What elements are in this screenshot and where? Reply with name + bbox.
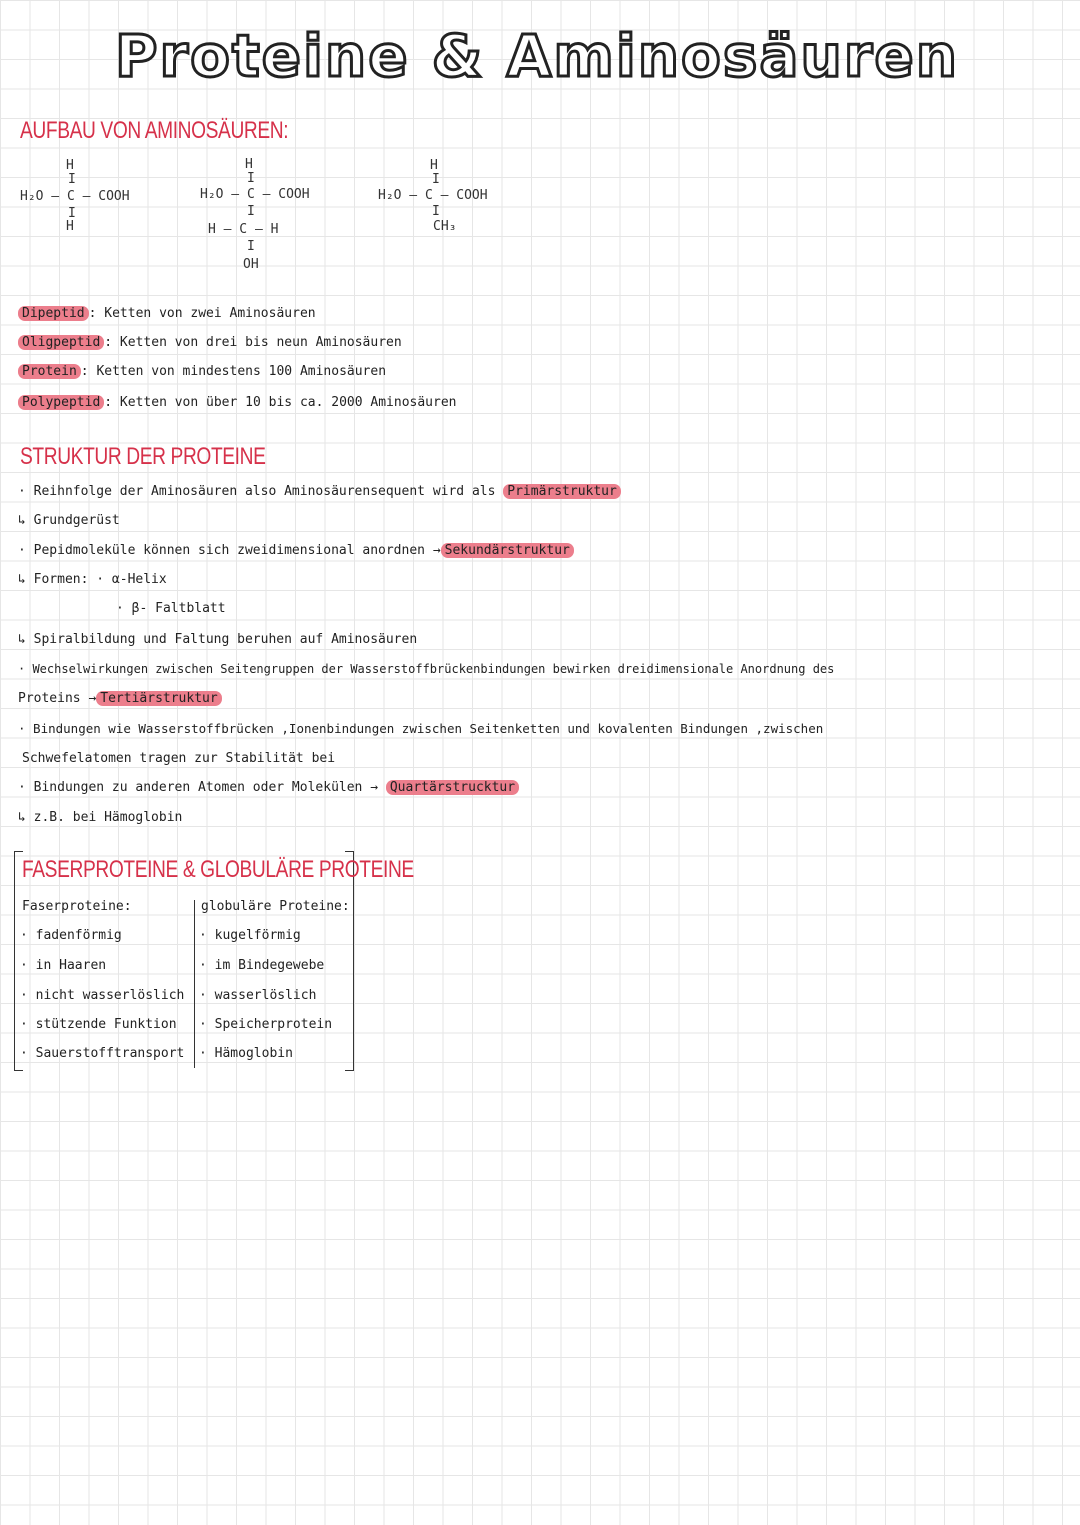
bond-line: I [432,172,440,187]
bond-line: I [247,204,255,219]
atom-label: H [245,157,253,172]
struktur-line-quartaer [18,780,519,795]
line-text: · Pepidmoleküle können sich zweidimensional anordnen → [18,543,441,558]
faser-title: Faserproteine: [22,899,132,914]
faser-item: · in Haaren [20,958,107,973]
term-highlight: Protein [18,364,81,379]
atom-label: H [66,219,74,234]
struktur-line: ↳ Grundgerüst [18,513,120,528]
struktur-line: · β- Faltblatt [116,601,226,616]
page-title: Proteine & Aminosäuren [115,22,960,90]
bond-line: I [247,239,255,254]
struktur-line-primaer [18,484,621,499]
def-text: : Ketten von zwei Aminosäuren [88,306,316,321]
struktur-line: · Bindungen wie Wasserstoffbrücken ,Ionenbindungen zwischen Seitenketten und kovalenten Bindungen ,zwischen [18,721,824,736]
globular-item: · Speicherprotein [199,1017,333,1032]
atom-label: CH₃ [433,219,457,234]
struktur-line-tertiaer [18,691,222,706]
term-highlight: Polypeptid [18,395,104,410]
column-divider [194,900,195,1068]
globular-item: · kugelförmig [199,928,301,943]
bracket-right [345,851,354,1071]
struktur-line: ↳ Spiralbildung und Faltung beruhen auf Aminosäuren [18,632,418,647]
struktur-line: Schwefelatomen tragen zur Stabilität bei [22,751,336,766]
struktur-line-sekundaer [18,543,574,558]
line-text: Proteins → [18,691,97,706]
bond-line: I [68,172,76,187]
faser-item: · fadenförmig [20,928,122,943]
struktur-line: ↳ z.B. bei Hämoglobin [18,810,183,825]
def-oligpeptid [18,335,402,350]
atom-label: OH [243,257,259,272]
sekundaerstruktur-highlight: Sekundärstruktur [441,543,574,558]
formula-mid: H – C – H [208,222,279,237]
tertiaerstruktur-highlight: Tertiärstruktur [96,691,221,706]
atom-label: H [430,158,438,173]
globular-item: · wasserlöslich [199,988,317,1003]
globular-title: globuläre Proteine: [201,899,350,914]
globular-item: · Hämoglobin [199,1046,293,1061]
def-text: : Ketten von über 10 bis ca. 2000 Aminosäuren [104,395,457,410]
def-polypeptid [18,395,456,410]
aufbau-heading: AUFBAU VON AMINOSÄUREN: [20,117,289,144]
term-highlight: Oligpeptid [18,335,104,350]
line-text: · Reihnfolge der Aminosäuren also Aminosäurensequent wird als [18,484,496,499]
line-text: · Bindungen zu anderen Atomen oder Molekülen → [18,780,379,795]
bond-line: I [432,204,440,219]
struktur-heading: STRUKTUR DER PROTEINE [20,443,266,470]
def-text: : Ketten von drei bis neun Aminosäuren [104,335,402,350]
formula-main: H₂O – C – COOH [200,187,310,202]
faser-item: · stützende Funktion [20,1017,177,1032]
quartaerstruktur-highlight: Quartärstrucktur [386,780,519,795]
faser-heading: FASERPROTEINE & GLOBULÄRE PROTEINE [22,856,414,883]
globular-item: · im Bindegewebe [199,958,325,973]
formula-main: H₂O – C – COOH [20,189,130,204]
atom-label: H [66,158,74,173]
faser-item: · nicht wasserlöslich [20,988,185,1003]
primaerstruktur-highlight: Primärstruktur [503,484,621,499]
def-dipeptid [18,306,316,321]
bond-line: I [247,171,255,186]
struktur-line: ↳ Formen: · α-Helix [18,572,167,587]
def-protein [18,364,386,379]
faser-item: · Sauerstofftransport [20,1046,185,1061]
struktur-line: · Wechselwirkungen zwischen Seitengruppen der Wasserstoffbrückenbindungen bewirken dreidimensionale Anordnung des [18,662,835,676]
term-highlight: Dipeptid [18,306,89,321]
bond-line: I [68,206,76,221]
def-text: : Ketten von mindestens 100 Aminosäuren [80,364,387,379]
formula-main: H₂O – C – COOH [378,188,488,203]
